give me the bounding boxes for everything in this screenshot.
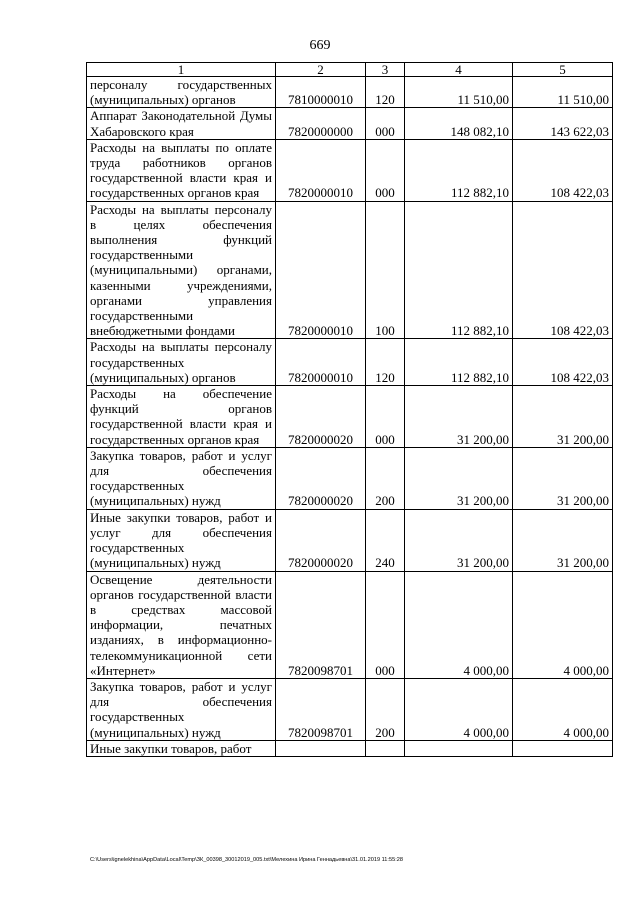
row-code: 7820000010 bbox=[276, 139, 366, 201]
row-type: 120 bbox=[366, 77, 405, 108]
row-amount-1: 112 882,10 bbox=[405, 139, 513, 201]
row-type: 120 bbox=[366, 339, 405, 386]
table-row bbox=[87, 339, 613, 386]
row-amount-1: 4 000,00 bbox=[405, 571, 513, 678]
row-amount-2: 108 422,03 bbox=[513, 139, 613, 201]
row-code: 7820000020 bbox=[276, 386, 366, 448]
row-amount-2: 108 422,03 bbox=[513, 201, 613, 339]
row-amount-2: 108 422,03 bbox=[513, 339, 613, 386]
row-type: 000 bbox=[366, 139, 405, 201]
row-name: Расходы на обеспечение функций органов государственной власти края и государственных органов края bbox=[87, 386, 276, 448]
row-code: 7820098701 bbox=[276, 678, 366, 740]
column-header-code: 2 bbox=[276, 63, 366, 77]
column-header-amount-2: 5 bbox=[513, 63, 613, 77]
table-row bbox=[87, 571, 613, 678]
row-amount-2: 11 510,00 bbox=[513, 77, 613, 108]
row-name: Иные закупки товаров, работ и услуг для обеспечения государственных (муниципальных) нужд bbox=[87, 509, 276, 571]
row-amount-1: 11 510,00 bbox=[405, 77, 513, 108]
row-type bbox=[366, 740, 405, 756]
column-header-amount-1: 4 bbox=[405, 63, 513, 77]
row-name: Расходы на выплаты персоналу государственных (муниципальных) органов bbox=[87, 339, 276, 386]
table-row bbox=[87, 509, 613, 571]
page-number: 669 bbox=[309, 38, 331, 53]
row-type: 000 bbox=[366, 386, 405, 448]
table-row bbox=[87, 139, 613, 201]
document-footer-path: C:\Users\ignelekhina\AppData\Local\Temp\ЗК_00398_30012019_005.txt\Мелехина Ирина Геннадьевна\31.01.2019 11:55:28 bbox=[90, 857, 403, 863]
column-header-type: 3 bbox=[366, 63, 405, 77]
row-amount-2: 31 200,00 bbox=[513, 386, 613, 448]
table-row bbox=[87, 678, 613, 740]
row-amount-2 bbox=[513, 740, 613, 756]
row-amount-1: 112 882,10 bbox=[405, 201, 513, 339]
row-name: Закупка товаров, работ и услуг для обеспечения государственных (муниципальных) нужд bbox=[87, 678, 276, 740]
row-type: 240 bbox=[366, 509, 405, 571]
row-amount-1: 31 200,00 bbox=[405, 447, 513, 509]
row-amount-1: 4 000,00 bbox=[405, 678, 513, 740]
row-code: 7810000010 bbox=[276, 77, 366, 108]
row-amount-1 bbox=[405, 740, 513, 756]
row-code: 7820000010 bbox=[276, 339, 366, 386]
row-name: Аппарат Законодательной Думы Хабаровского края bbox=[87, 108, 276, 139]
row-name: Закупка товаров, работ и услуг для обеспечения государственных (муниципальных) нужд bbox=[87, 447, 276, 509]
table-row bbox=[87, 386, 613, 448]
row-code: 7820000000 bbox=[276, 108, 366, 139]
row-amount-1: 148 082,10 bbox=[405, 108, 513, 139]
table-row bbox=[87, 447, 613, 509]
budget-table bbox=[86, 62, 613, 757]
row-code: 7820000020 bbox=[276, 509, 366, 571]
row-amount-2: 143 622,03 bbox=[513, 108, 613, 139]
row-code: 7820000010 bbox=[276, 201, 366, 339]
row-name: персоналу государственных (муниципальных) органов bbox=[87, 77, 276, 108]
row-name: Освещение деятельности органов государственной власти в средствах массовой информации, печатных изданиях, в информационно-телекоммуникационной сети «Интернет» bbox=[87, 571, 276, 678]
row-code bbox=[276, 740, 366, 756]
row-amount-2: 31 200,00 bbox=[513, 447, 613, 509]
row-type: 100 bbox=[366, 201, 405, 339]
row-amount-2: 31 200,00 bbox=[513, 509, 613, 571]
row-amount-2: 4 000,00 bbox=[513, 678, 613, 740]
row-amount-2: 4 000,00 bbox=[513, 571, 613, 678]
row-code: 7820098701 bbox=[276, 571, 366, 678]
row-name: Расходы на выплаты персоналу в целях обеспечения выполнения функций государственными (муниципальными) органами, казенными учреждениями, органами управления государственными внебюджетными фондами bbox=[87, 201, 276, 339]
table-header-row bbox=[87, 63, 613, 77]
row-type: 000 bbox=[366, 571, 405, 678]
table-row bbox=[87, 108, 613, 139]
table-row bbox=[87, 77, 613, 108]
row-type: 000 bbox=[366, 108, 405, 139]
row-code: 7820000020 bbox=[276, 447, 366, 509]
table-row bbox=[87, 740, 613, 756]
row-amount-1: 31 200,00 bbox=[405, 509, 513, 571]
column-header-name: 1 bbox=[87, 63, 276, 77]
table-row bbox=[87, 201, 613, 339]
row-type: 200 bbox=[366, 678, 405, 740]
row-name: Иные закупки товаров, работ bbox=[87, 740, 276, 756]
row-type: 200 bbox=[366, 447, 405, 509]
row-amount-1: 112 882,10 bbox=[405, 339, 513, 386]
row-name: Расходы на выплаты по оплате труда работников органов государственной власти края и государственных органов края bbox=[87, 139, 276, 201]
row-amount-1: 31 200,00 bbox=[405, 386, 513, 448]
